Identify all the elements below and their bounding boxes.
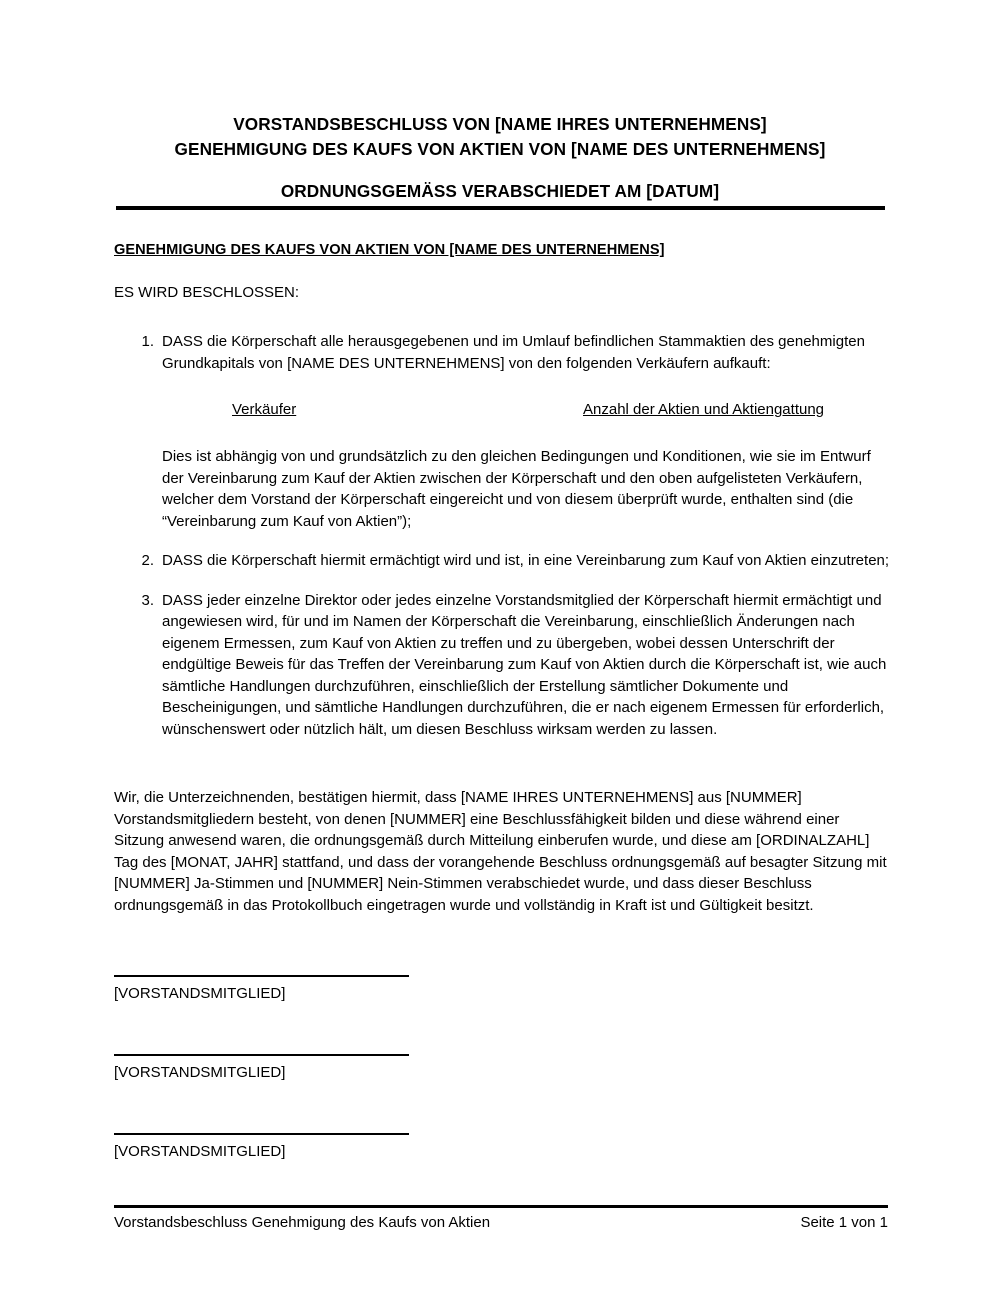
signature-block	[114, 1133, 614, 1162]
footer-page-number: Seite 1 von 1	[800, 1214, 888, 1231]
footer-divider	[114, 1205, 888, 1208]
resolved-label: ES WIRD BESCHLOSSEN:	[114, 284, 300, 301]
clause-number: 1.	[141, 333, 154, 350]
signature-block	[114, 1054, 614, 1083]
signature-line	[114, 1133, 409, 1135]
column-header-seller: Verkäufer	[232, 401, 297, 418]
section-heading: GENEHMIGUNG DES KAUFS VON AKTIEN VON [NAME DES UNTERNEHMENS]	[114, 242, 665, 258]
clause-text: DASS jeder einzelne Direktor oder jedes einzelne Vorstandsmitglied der Körperschaft hiermit ermächtigt und angewiesen wird, für und im Namen der Körperschaft die Vereinbarung, einschließlich Änderungen nach eigenem Ermessen, zum Kauf von Aktien zu treffen und zu übergeben, wobei dessen Unterschrift der endgültige Beweis für das Treffen der Vereinbarung zum Kauf von Aktien durch die Körperschaft ist, wie auch sämtliche Handlungen durchzuführen, einschließlich der Erstellung sämtlicher Dokumente und Bescheinigungen, und sämtliche Handlungen durchzuführen, die er nach eigenem Ermessen für erforderlich, wünschenswert oder nützlich hält, um diesen Beschluss wirksam werden zu lassen.	[162, 591, 887, 738]
clause-list	[114, 331, 890, 740]
clause-text: DASS die Körperschaft hiermit ermächtigt wird und ist, in eine Vereinbarung zum Kauf von Aktien einzutreten;	[162, 552, 890, 569]
signature-section	[114, 975, 614, 1162]
attestation-paragraph: Wir, die Unterzeichnenden, bestätigen hiermit, dass [NAME IHRES UNTERNEHMENS] aus [NUMMER] Vorstandsmitgliedern besteht, von denen [NUMMER] eine Beschlussfähigkeit bilden und diese während einer Sitzung anwesend waren, die ordnungsgemäß durch Mitteilung einberufen wurde, und diese am [ORDINALZAHL] Tag des [MONAT, JAHR] stattfand, und dass der vorangehende Beschluss ordnungsgemäß auf besagter Sitzung mit [NUMMER] Ja-Stimmen und [NUMMER] Nein-Stimmen verabschiedet wurde, und dass dieser Beschluss ordnungsgemäß in das Protokollbuch eingetragen wurde und vollständig in Kraft ist und Gültigkeit besitzt.	[114, 789, 887, 914]
column-header-shares: Anzahl der Aktien und Aktiengattung	[583, 401, 825, 418]
signature-block	[114, 975, 614, 1004]
title-line-1: VORSTANDSBESCHLUSS VON [NAME IHRES UNTERNEHMENS]	[233, 114, 767, 134]
document-body	[114, 240, 890, 916]
header-divider	[116, 206, 885, 210]
clause-sub-paragraph: Dies ist abhängig von und grundsätzlich zu den gleichen Bedingungen und Konditionen, wie sie im Entwurf der Vereinbarung zum Kauf der Aktien zwischen der Körperschaft und den oben aufgelisteten Verkäufern, welcher dem Vorstand der Körperschaft eingereicht und von diesem überprüft wurde, enthalten sind (die “Vereinbarung zum Kauf von Aktien”);	[162, 448, 871, 530]
footer-document-name: Vorstandsbeschluss Genehmigung des Kaufs von Aktien	[114, 1214, 491, 1231]
clause-item	[114, 550, 890, 572]
signature-label: [VORSTANDSMITGLIED]	[114, 1143, 286, 1160]
document-title	[114, 112, 886, 204]
clause-number: 2.	[141, 552, 154, 569]
signature-label: [VORSTANDSMITGLIED]	[114, 1064, 286, 1081]
title-line-2: GENEHMIGUNG DES KAUFS VON AKTIEN VON [NAME DES UNTERNEHMENS]	[174, 139, 826, 159]
clause-item	[114, 590, 890, 741]
clause-number: 3.	[141, 591, 154, 609]
signature-label: [VORSTANDSMITGLIED]	[114, 985, 286, 1002]
share-table-headers	[162, 399, 890, 421]
signature-line	[114, 1054, 409, 1056]
signature-line	[114, 975, 409, 977]
title-line-3: ORDNUNGSGEMÄSS VERABSCHIEDET AM [DATUM]	[280, 181, 720, 201]
page-footer	[114, 1212, 888, 1233]
clause-text: DASS die Körperschaft alle herausgegebenen und im Umlauf befindlichen Stammaktien des genehmigten Grundkapitals von [NAME DES UNTERNEHMENS] von den folgenden Verkäufern aufkauft:	[162, 333, 865, 372]
clause-item	[114, 331, 890, 532]
